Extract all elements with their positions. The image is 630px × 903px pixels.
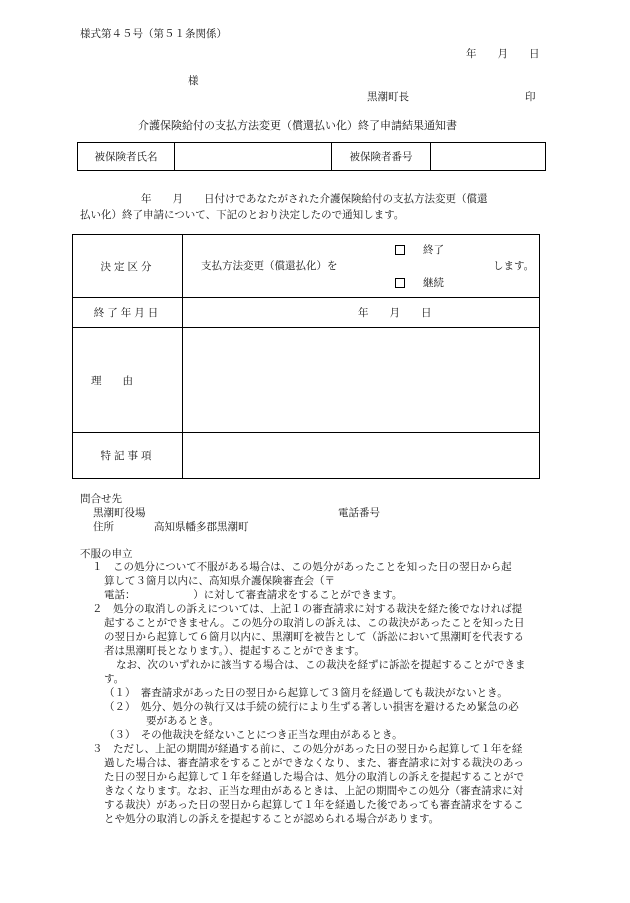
continue-checkbox-icon[interactable] [395,278,405,288]
insured-table [77,142,546,171]
option-end[interactable]: 終了 [395,242,444,257]
appeal-line: ２ 処分の取消しの訴えについては、上記１の審査請求に対する裁決を経た後でなければ提 [92,603,523,615]
seal-mark: 印 [525,91,536,103]
appeal-line: 者は黒潮町長となります。）、提起することができます。 [104,645,365,657]
appeal-line: （２） 処分、処分の執行又は手続の続行により生ずる著しい損害を避けるため緊急の必 [104,701,519,713]
appeal-heading: 不服の申立 [80,548,133,560]
contact-office: 黒潮町役場 [93,507,146,519]
intro-line-1: 年 月 日付けであなたがされた介護保険給付の支払方法変更（償還 [141,193,488,205]
form-number: 様式第４５号（第５１条関係） [80,28,227,40]
contact-heading: 問合せ先 [80,493,122,505]
option-continue[interactable]: 継続 [395,275,444,290]
appeal-line: 要があるとき。 [146,715,220,727]
appeal-line: た日の翌日から起算して１年を経過した場合は、処分の取消しの訴えを提起することがで [104,771,524,783]
appeal-line: の翌日から起算して６箇月以内に、黒潮町を被告として（訴訟において黒潮町を代表する [104,631,524,643]
appeal-line: きなくなります。なお、正当な理由があるときは、上記の期間やこの処分（審査請求に対 [104,785,524,797]
issue-date: 年 月 日 [466,48,540,60]
intro-line-2: 払い化）終了申請について、下記のとおり決定したので通知します。 [80,209,405,221]
appeal-line: 起することができません。この処分の取消しの訴えは、この裁決があったことを知った日 [104,617,525,629]
appeal-line: 電話： ）に対して審査請求をすることができます。 [104,589,403,601]
insured-name-label: 被保険者氏名 [78,143,175,171]
end-date-value[interactable]: 年 月 日 [183,298,540,328]
contact-address-label: 住所 [93,521,114,533]
appeal-line: する裁決）があった日の翌日から起算して１年を経過した後であっても審査請求をするこ [104,799,524,811]
appeal-line: とや処分の取消しの訴えを提起することが認められる場合があります。 [104,813,440,825]
insured-name-field[interactable] [175,143,332,171]
decision-text: 支払方法変更（償還払化）を [201,260,338,272]
appeal-line: （１） 審査請求があった日の翌日から起算して３箇月を経過しても裁決がないとき。 [104,687,508,699]
appeal-line: 過した場合は、審査請求をすることができなくなり、また、審査請求に対する裁決のあっ [104,757,524,769]
special-notes-field[interactable] [183,433,540,479]
contact-phone-label: 電話番号 [338,507,380,519]
appeal-line: ３ ただし、上記の期間が経過する前に、この処分があった日の翌日から起算して１年を経 [92,743,523,755]
end-date-label: 終了年月日 [73,298,183,328]
decision-suffix: します。 [493,260,535,272]
addressee-suffix: 様 [188,75,199,87]
appeal-line: （３） その他裁決を経ないことにつき正当な理由があるとき。 [104,729,403,741]
special-notes-label: 特記事項 [73,433,183,479]
issuer-name: 黒潮町長 [367,91,409,103]
reason-field[interactable] [183,328,540,433]
insured-number-label: 被保険者番号 [332,143,431,171]
reason-label: 理 由 [73,328,183,433]
decision-label: 決定区分 [73,235,183,298]
appeal-line: １ この処分について不服がある場合は、この処分があったことを知った日の翌日から起 [92,561,512,573]
document-title: 介護保険給付の支払方法変更（償還払い化）終了申請結果通知書 [138,119,457,132]
end-checkbox-icon[interactable] [395,245,405,255]
insured-number-field[interactable] [431,143,546,171]
appeal-line: す。 [104,673,125,685]
decision-cell [183,235,540,298]
contact-address: 高知県幡多郡黒潮町 [154,521,249,533]
appeal-line: なお、次のいずれかに該当する場合は、この裁決を経ずに訴訟を提起することができま [116,659,526,671]
decision-table [72,234,540,479]
appeal-line: 算して３箇月以内に、高知県介護保険審査会（〒 [104,575,335,587]
